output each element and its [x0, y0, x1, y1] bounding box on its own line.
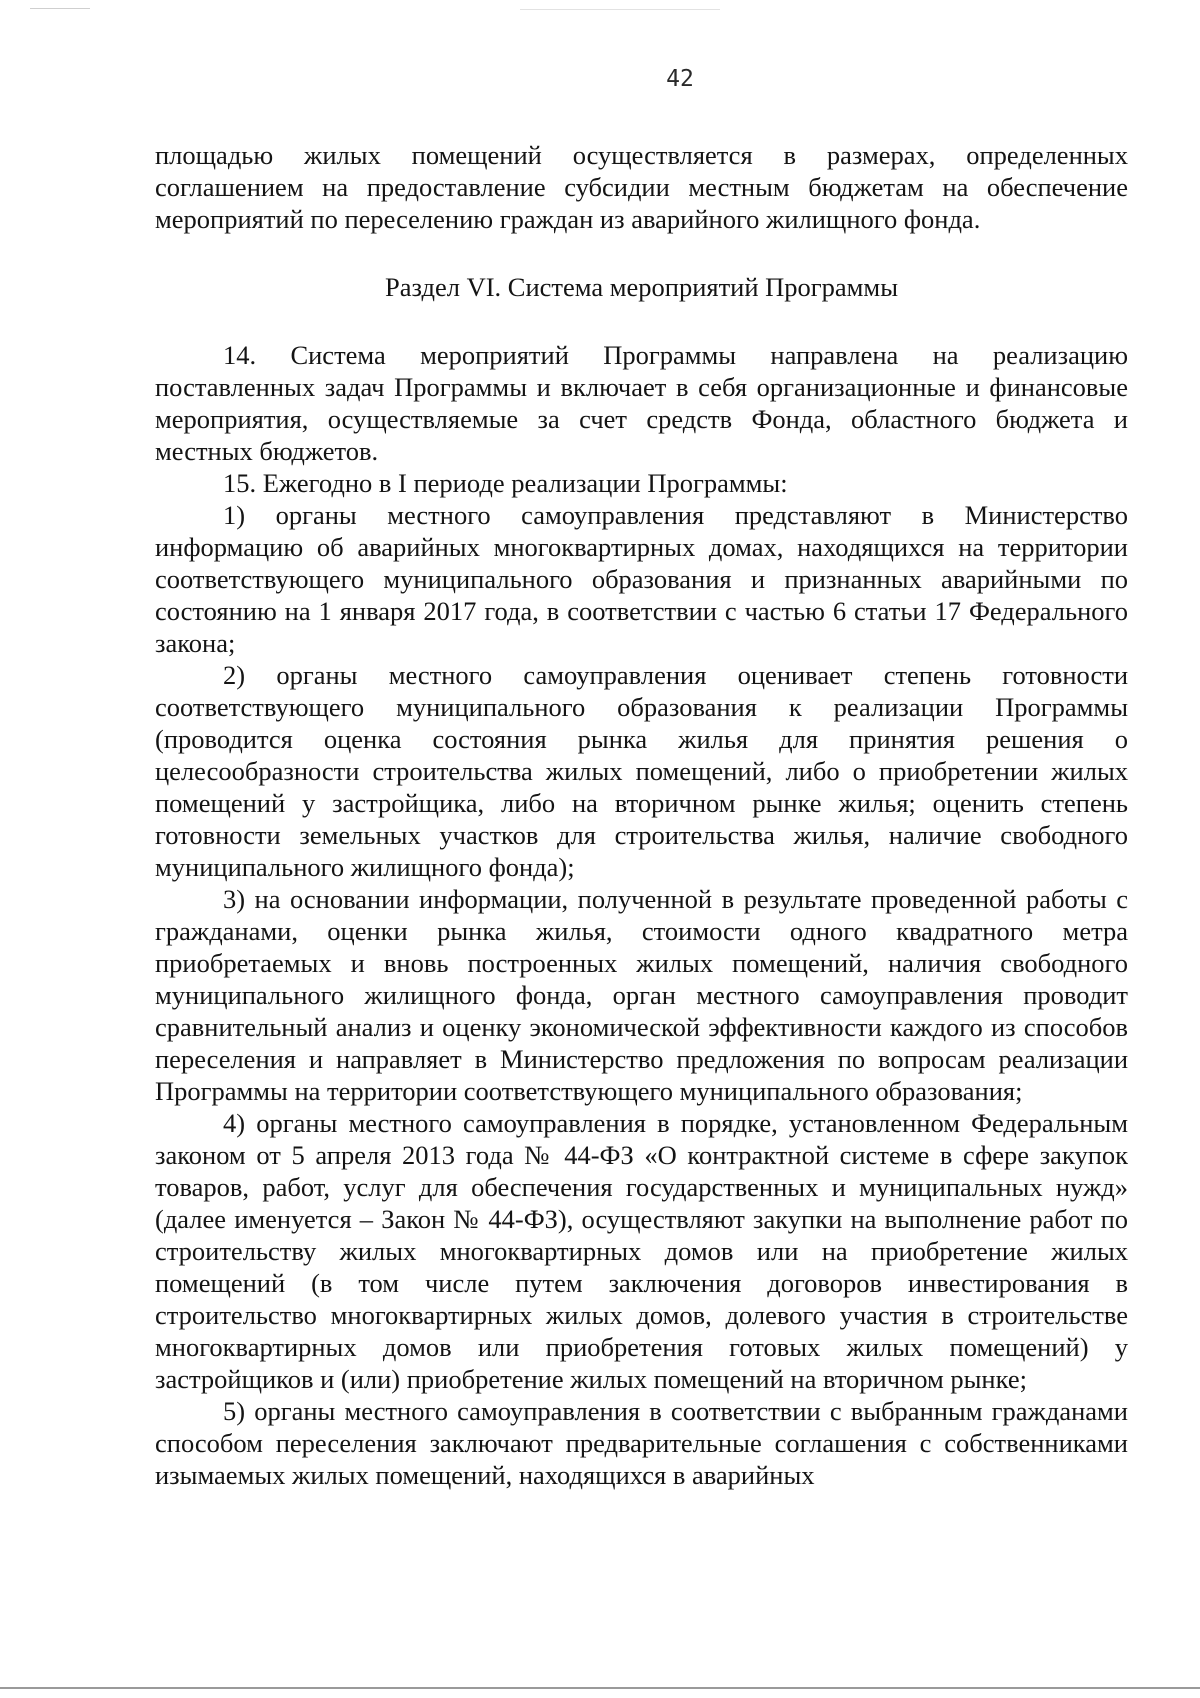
list-item-4: 4) органы местного самоуправления в порядке, установленном Федеральным законом от 5 апреля 2013 года № 44-ФЗ «О контрактной системе в сфере закупок товаров, работ, услуг для обеспечения государственных и муниципальных нужд» (далее именуется – Закон № 44-ФЗ), осуществляют закупки на выполнение работ по строительству жилых многоквартирных домов или на приобретение жилых помещений (в том числе путем заключения договоров инвестирования в строительство многоквартирных жилых домов, долевого участия в строительстве многоквартирных домов или приобретения готовых жилых помещений) у застройщиков и (или) приобретение жилых помещений на вторичном рынке; [155, 1108, 1128, 1394]
section-title: Раздел VI. Система мероприятий Программы [385, 272, 898, 302]
list-item-5: 5) органы местного самоуправления в соответствии с выбранным гражданами способом переселения заключают предварительные соглашения с собственниками изымаемых жилых помещений, находящихся в аварийных [155, 1396, 1128, 1490]
paragraph-15: 15. Ежегодно в I периоде реализации Программы: [223, 468, 788, 498]
paragraph-continuation: площадью жилых помещений осуществляется в размерах, определенных соглашением на предоставление субсидии местным бюджетам на обеспечение мероприятий по переселению граждан из аварийного жилищного фонда. [155, 140, 1128, 234]
list-item-3: 3) на основании информации, полученной в результате проведенной работы с гражданами, оценки рынка жилья, стоимости одного квадратного метра приобретаемых и вновь построенных жилых помещений, наличия свободного муниципального жилищного фонда, орган местного самоуправления проводит сравнительный анализ и оценку экономической эффективности каждого из способов переселения и направляет в Министерство предложения по вопросам реализации Программы на территории соответствующего муниципального образования; [155, 884, 1128, 1106]
document-body [155, 139, 1128, 1491]
scan-artifact [30, 8, 90, 9]
page-number: 42 [666, 66, 694, 92]
scan-bottom-edge [0, 1687, 1200, 1689]
list-item-1: 1) органы местного самоуправления представляют в Министерство информацию об аварийных многоквартирных домах, находящихся на территории соответствующего муниципального образования и признанных аварийными по состоянию на 1 января 2017 года, в соответствии с частью 6 статьи 17 Федерального закона; [155, 500, 1128, 658]
scan-artifact [520, 9, 720, 10]
list-item-2: 2) органы местного самоуправления оценивает степень готовности соответствующего муниципального образования к реализации Программы (проводится оценка состояния рынка жилья для принятия решения о целесообразности строительства жилых помещений, либо о приобретении жилых помещений у застройщика, либо на вторичном рынке жилья; оценить степень готовности земельных участков для строительства жилья, наличие свободного муниципального жилищного фонда); [155, 660, 1128, 882]
paragraph-14: 14. Система мероприятий Программы направлена на реализацию поставленных задач Программы и включает в себя организационные и финансовые мероприятия, осуществляемые за счет средств Фонда, областного бюджета и местных бюджетов. [155, 340, 1128, 466]
